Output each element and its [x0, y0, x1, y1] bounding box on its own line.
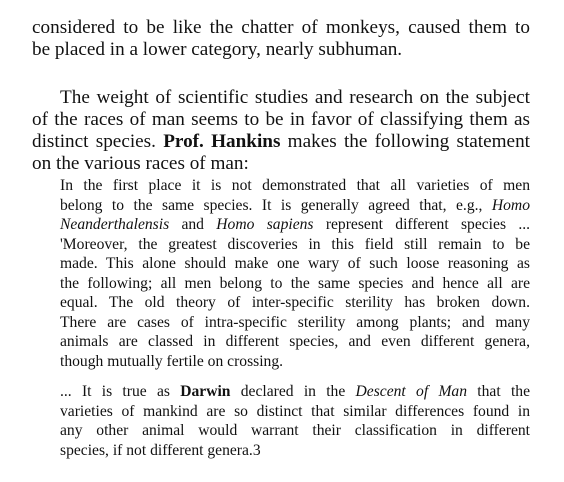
- paragraph-2-line-3: [32, 131, 530, 153]
- paragraph-1: [32, 17, 530, 61]
- quote-1-line-6: the following; all men belong to the same species and hence all are: [60, 274, 530, 292]
- quote-2-line-1-post: that the: [467, 383, 531, 400]
- quote-1-line-3-post: represent different species ...: [313, 216, 531, 233]
- paragraph-2-line-4: on the various races of man:: [32, 153, 249, 174]
- species-name-neanderthalensis: Neanderthalensis: [60, 216, 170, 233]
- paragraph-2-line-3-pre: distinct species.: [32, 131, 164, 152]
- paragraph-2-line-1-text: The weight of scientific studies and research on the subject: [60, 87, 530, 108]
- paragraph-2-line-2: of the races of man seems to be in favor of classifying them as: [32, 109, 530, 130]
- paragraph-1-line-1: considered to be like the chatter of monkeys, caused them to: [32, 17, 530, 38]
- species-name-homo-sapiens: Homo sapiens: [216, 216, 314, 233]
- paragraph-2: [32, 87, 530, 175]
- quote-2-line-2: varieties of mankind are so distinct that similar differences found in: [60, 402, 530, 420]
- quote-1-line-4: 'Moreover, the greatest discoveries in this field still remain to be: [60, 235, 530, 253]
- paragraph-1-line-2: be placed in a lower category, nearly subhuman.: [32, 39, 403, 60]
- quote-1-line-2-pre: belong to the same species. It is generally agreed that, e.g.,: [60, 196, 492, 214]
- author-name-darwin: Darwin: [180, 383, 231, 400]
- quote-2-line-1-mid: declared in the: [230, 383, 356, 400]
- quote-1-line-10: though mutually fertile on crossing.: [60, 352, 284, 370]
- author-name-hankins: Prof. Hankins: [163, 131, 281, 152]
- block-quote-2: [60, 382, 530, 460]
- quote-1-line-3-mid: and: [169, 216, 217, 233]
- quote-1-line-2-italic: Homo: [491, 196, 530, 214]
- quote-2-line-1-pre: ... It is true as: [60, 383, 181, 400]
- paragraph-2-line-3-post: makes the following statement: [280, 131, 531, 152]
- paragraph-2-line-1: [32, 87, 530, 109]
- quote-1-line-7: equal. The old theory of inter-specific sterility has broken down.: [60, 294, 530, 311]
- book-title-descent-of-man: Descent of Man: [355, 383, 468, 400]
- block-quote-1: [60, 176, 530, 371]
- quote-1-line-3: [60, 215, 530, 235]
- quote-1-line-2: [60, 196, 530, 216]
- quote-2-line-3: any other animal would warrant their classification in different: [60, 422, 530, 439]
- quote-1-line-9: animals are classed in different species, and even different genera,: [60, 333, 530, 350]
- quote-2-line-4: species, if not different genera.3: [60, 441, 261, 459]
- quote-1-line-5: made. This alone should make one wary of such loose reasoning as: [60, 255, 530, 272]
- quote-2-line-1: [60, 382, 530, 402]
- quote-1-line-8: There are cases of intra-specific sterility among plants; and many: [60, 313, 530, 331]
- quote-1-line-1: In the first place it is not demonstrated that all varieties of men: [60, 177, 530, 194]
